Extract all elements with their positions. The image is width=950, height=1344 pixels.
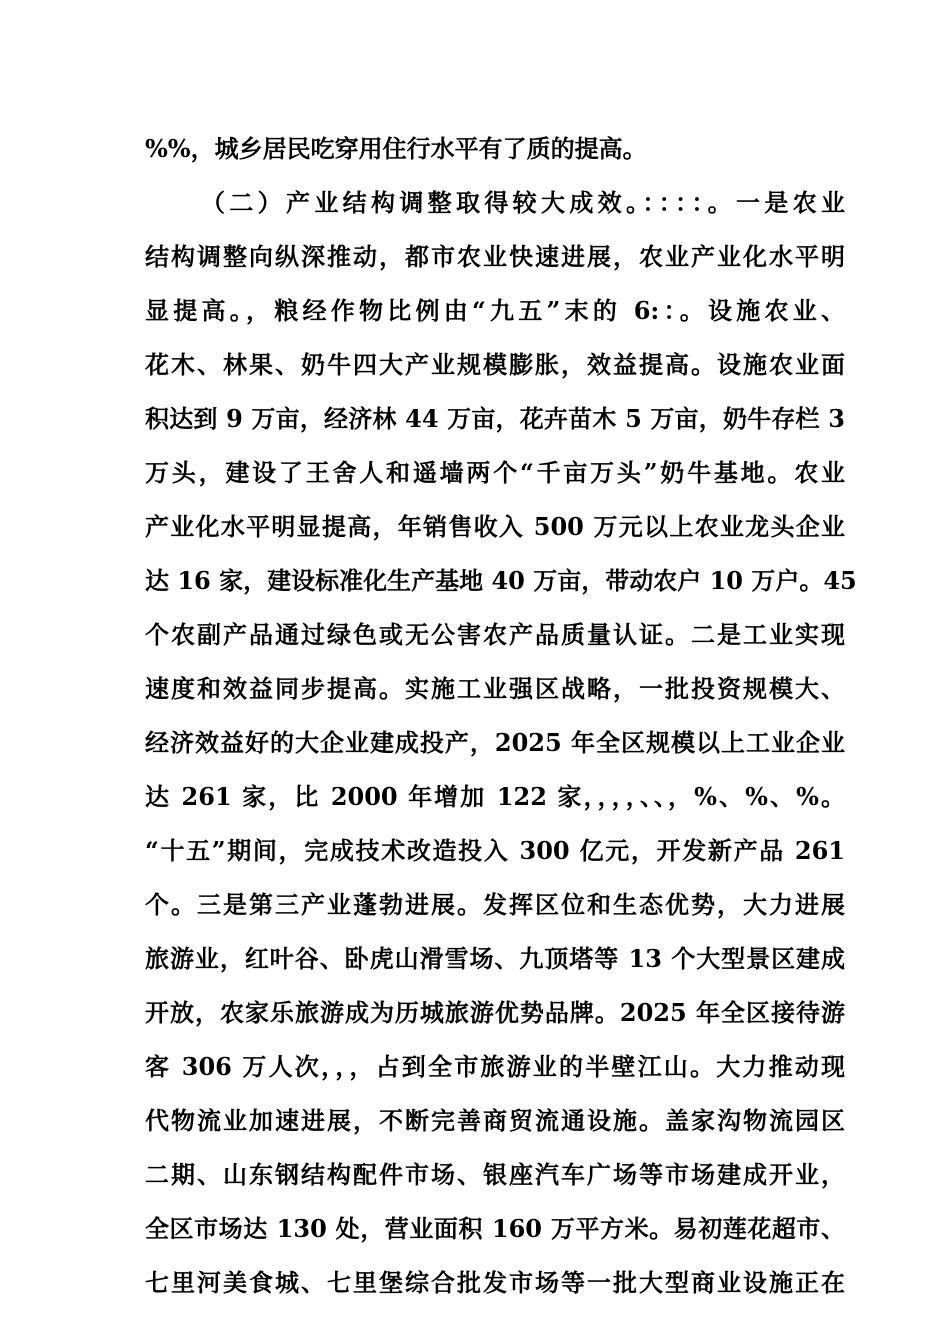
text-line: 二期、山东钢结构配件市场、银座汽车广场等市场建成开业， — [145, 1160, 845, 1189]
text-line: “十五”期间，完成技术改造投入 300 亿元，开发新产品 261 — [145, 836, 845, 865]
text-line: 客 306 万人次，，，占到全市旅游业的半壁江山。大力推动现 — [145, 1052, 845, 1081]
section-heading-line: （二）产业结构调整取得较大成效。：：：：。一是农业 — [201, 188, 845, 217]
text-line: 达 16 家，建设标准化生产基地 40 万亩，带动农户 10 万户。45 — [145, 566, 857, 595]
text-line: 开放，农家乐旅游成为历城旅游优势品牌。2025 年全区接待游 — [145, 998, 845, 1027]
text-line: 经济效益好的大企业建成投产，2025 年全区规模以上工业企业 — [145, 728, 845, 757]
text-line: 万头，建设了王舍人和遥墙两个“千亩万头”奶牛基地。农业 — [145, 458, 845, 487]
text-line: 花木、林果、奶牛四大产业规模膨胀，效益提高。设施农业面 — [145, 350, 845, 379]
text-line: 个农副产品通过绿色或无公害农产品质量认证。二是工业实现 — [145, 620, 845, 649]
body-text — [145, 122, 857, 1310]
text-line: 积达到 9 万亩，经济林 44 万亩，花卉苗木 5 万亩，奶牛存栏 3 — [145, 404, 845, 433]
text-line: 代物流业加速进展，不断完善商贸流通设施。盖家沟物流园区 — [145, 1106, 845, 1135]
text-line: 显提高。，粮经作物比例由“九五”末的 6:：。设施农业、 — [145, 296, 845, 325]
text-line: 旅游业，红叶谷、卧虎山滑雪场、九顶塔等 13 个大型景区建成 — [145, 944, 845, 973]
text-line: 全区市场达 130 处，营业面积 160 万平方米。易初莲花超市、 — [145, 1214, 845, 1243]
text-line: 七里河美食城、七里堡综合批发市场等一批大型商业设施正在 — [145, 1268, 845, 1297]
text-line: 达 261 家，比 2000 年增加 122 家，，，，、、，%、%、%。 — [145, 782, 845, 811]
text-line: %%，城乡居民吃穿用住行水平有了质的提高。 — [145, 134, 647, 163]
text-line: 结构调整向纵深推动，都市农业快速进展，农业产业化水平明 — [145, 242, 845, 271]
text-line: 速度和效益同步提高。实施工业强区战略，一批投资规模大、 — [145, 674, 845, 703]
text-line: 产业化水平明显提高，年销售收入 500 万元以上农业龙头企业 — [145, 512, 845, 541]
text-line: 个。三是第三产业蓬勃进展。发挥区位和生态优势，大力进展 — [145, 890, 845, 919]
